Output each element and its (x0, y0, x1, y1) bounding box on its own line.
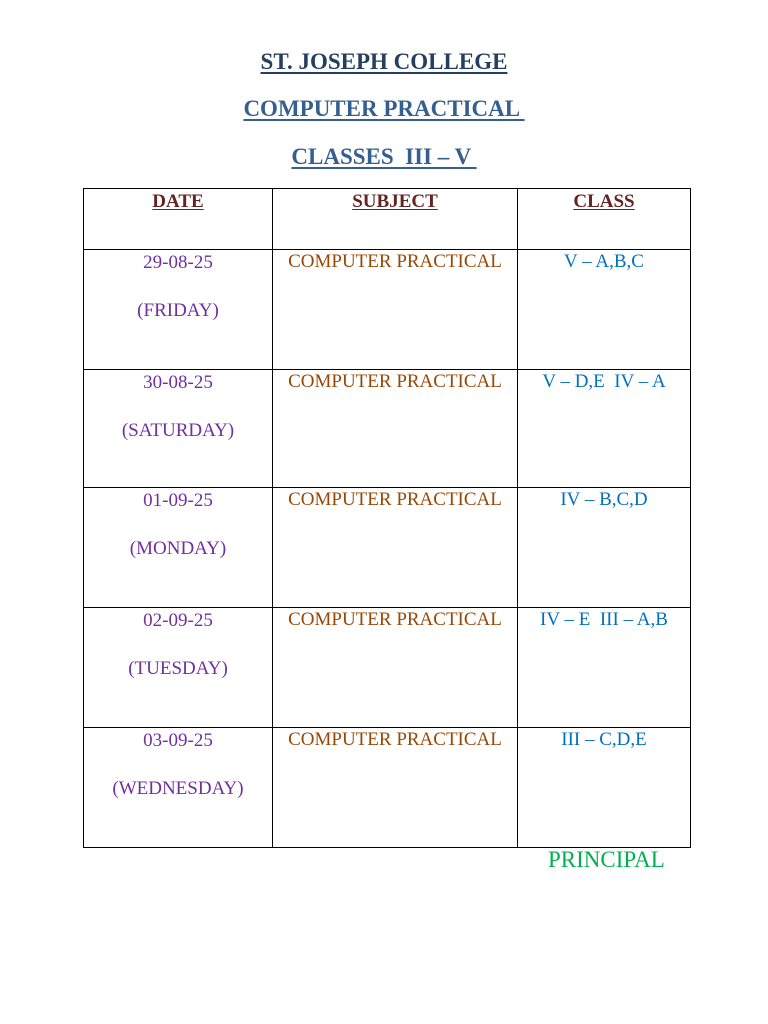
table-row (84, 728, 691, 848)
class-cell: V – A,B,C (518, 250, 691, 370)
date-value: 01-09-25 (143, 490, 213, 511)
table-row (84, 608, 691, 728)
class-cell: IV – B,C,D (518, 488, 691, 608)
subject-cell: COMPUTER PRACTICAL (273, 728, 518, 848)
day-value: (WEDNESDAY) (112, 778, 244, 799)
table-row (84, 250, 691, 370)
table-row (84, 370, 691, 488)
college-title: ST. JOSEPH COLLEGE (260, 49, 508, 74)
table-row (84, 488, 691, 608)
day-value: (SATURDAY) (121, 420, 235, 441)
date-cell (84, 370, 273, 488)
date-cell (84, 608, 273, 728)
class-cell: III – C,D,E (518, 728, 691, 848)
day-value: (MONDAY) (129, 538, 227, 559)
subject-title: COMPUTER PRACTICAL (243, 96, 525, 121)
principal-signature: PRINCIPAL (548, 847, 665, 872)
date-value: 29-08-25 (143, 252, 213, 273)
subject-cell: COMPUTER PRACTICAL (273, 250, 518, 370)
date-cell (84, 488, 273, 608)
date-value: 02-09-25 (143, 610, 213, 631)
date-cell (84, 728, 273, 848)
date-cell (84, 250, 273, 370)
table-header-row (84, 189, 691, 250)
date-value: 03-09-25 (143, 730, 213, 751)
subject-cell: COMPUTER PRACTICAL (273, 370, 518, 488)
column-header-class: CLASS (518, 189, 691, 250)
day-value: (TUESDAY) (128, 658, 228, 679)
classes-title: CLASSES III – V (291, 144, 477, 169)
class-cell: V – D,E IV – A (518, 370, 691, 488)
subject-cell: COMPUTER PRACTICAL (273, 488, 518, 608)
subject-cell: COMPUTER PRACTICAL (273, 608, 518, 728)
schedule-table (83, 188, 691, 848)
column-header-subject: SUBJECT (273, 189, 518, 250)
date-value: 30-08-25 (143, 372, 213, 393)
day-value: (FRIDAY) (137, 300, 219, 321)
column-header-date: DATE (84, 189, 273, 250)
class-cell: IV – E III – A,B (518, 608, 691, 728)
